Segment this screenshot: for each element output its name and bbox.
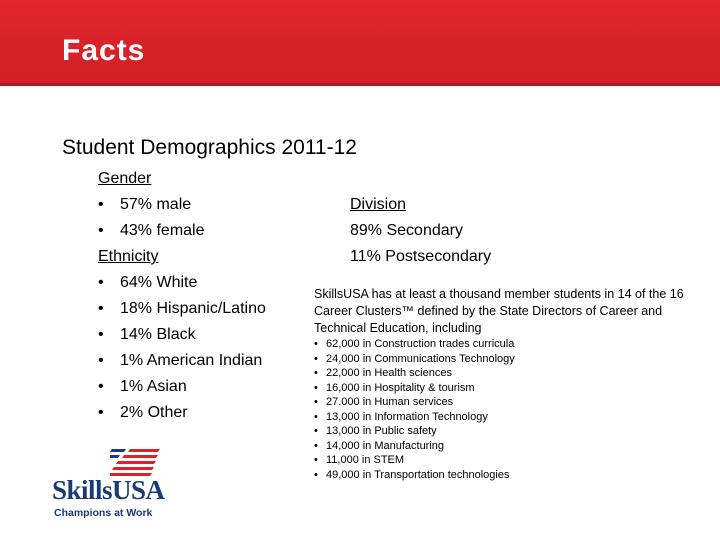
list-item: • 27.000 in Human services [314, 396, 454, 408]
bullet-icon: • [314, 425, 318, 437]
list-item: • 24,000 in Communications Technology [314, 352, 515, 365]
gender-item: • 57% male [98, 192, 308, 218]
list-item: • 49,000 in Transportation technologies [314, 468, 510, 481]
clusters-intro: SkillsUSA has at least a thousand member students in 14 of the 16 Career Clusters™ defined by the State Directors of Career and Technical Education, including [314, 287, 684, 335]
list-item: • 16,000 in Hospitality & tourism [314, 381, 475, 394]
bullet-icon: • [314, 396, 318, 408]
skillsusa-logo [52, 447, 182, 525]
demographics-column [98, 166, 308, 426]
ethnicity-item: • 2% Other [98, 400, 308, 426]
bullet-icon: • [314, 468, 318, 481]
logo-tagline: Champions at Work [54, 507, 153, 519]
bullet-icon: • [98, 274, 104, 291]
ethnicity-item: • 64% White [98, 270, 308, 296]
bullet-icon: • [98, 300, 104, 317]
list-item: • 14,000 in Manufacturing [314, 439, 445, 452]
bullet-icon: • [314, 352, 318, 365]
bullet-icon: • [314, 439, 318, 452]
bullet-icon: • [98, 196, 104, 213]
ethnicity-item: • 14% Black [98, 322, 308, 348]
bullet-icon: • [98, 378, 104, 395]
division-item: 11% Postsecondary [350, 248, 492, 265]
gender-item: • 43% female [98, 218, 308, 244]
list-item: • 62,000 in Construction trades curricula [314, 338, 515, 350]
ethnicity-item: • 18% Hispanic/Latino [98, 296, 308, 322]
list-item: • 13,000 in Public safety [314, 425, 437, 437]
slide-title: Facts [62, 34, 146, 67]
slide-subtitle: Student Demographics 2011-12 [62, 136, 357, 159]
list-item: • 22,000 in Health sciences [314, 367, 452, 379]
bullet-icon: • [314, 381, 318, 394]
bullet-icon: • [98, 352, 104, 369]
bullet-icon: • [98, 326, 104, 343]
list-item: • 11,000 in STEM [314, 454, 405, 466]
logo-wordmark: SkillsUSA [52, 475, 165, 505]
bullet-icon: • [98, 222, 104, 239]
division-block [350, 192, 491, 270]
bullet-icon: • [314, 338, 318, 350]
list-item: • 13,000 in Information Technology [314, 410, 488, 423]
ethnicity-item: • 1% American Indian [98, 348, 308, 374]
division-item: 89% Secondary [350, 222, 463, 239]
division-heading: Division [350, 196, 407, 213]
bullet-icon: • [314, 410, 318, 423]
clusters-list [314, 337, 684, 482]
bullet-icon: • [314, 367, 318, 379]
flag-icon [110, 447, 162, 477]
ethnicity-item: • 1% Asian [98, 374, 308, 400]
ethnicity-heading: Ethnicity [98, 248, 159, 265]
bullet-icon: • [98, 404, 104, 421]
gender-heading: Gender [98, 170, 152, 187]
title-banner [0, 0, 720, 86]
bullet-icon: • [314, 454, 318, 466]
